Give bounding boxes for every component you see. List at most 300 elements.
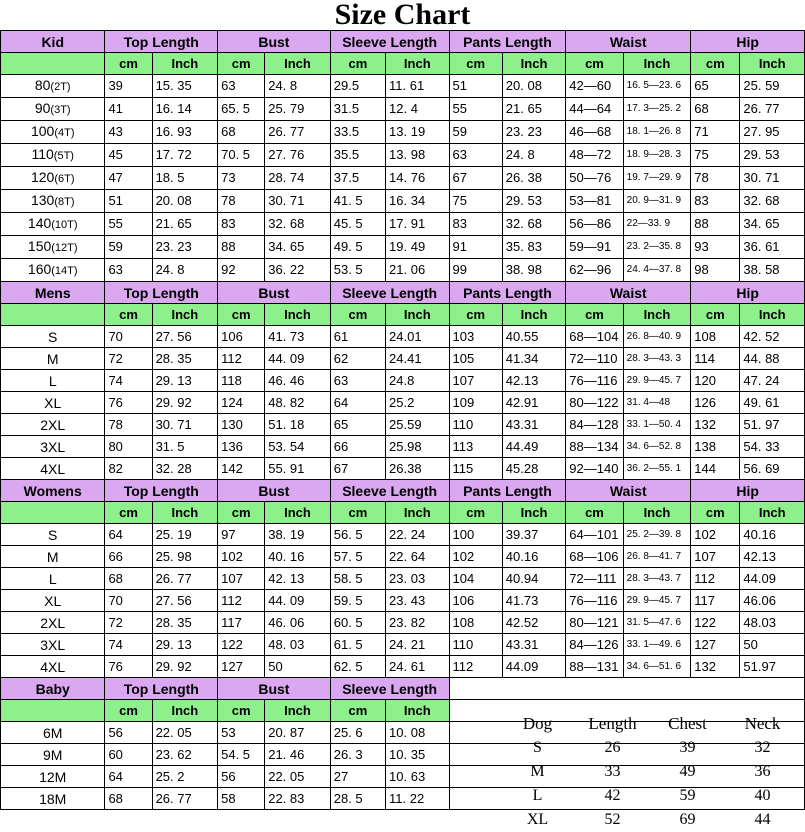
table-cell: 17. 72 [152,144,218,167]
row-size-label: S [1,524,105,546]
row-size-label: L [1,568,105,590]
unit-header: Inch [623,53,691,75]
table-cell: 40.16 [740,524,805,546]
table-cell: 48. 82 [265,392,331,414]
table-cell: 44. 09 [265,348,331,370]
measure-header: Bust [218,31,331,53]
table-row [1,392,805,414]
table-cell: 41.73 [502,590,566,612]
table-cell: 22—33. 9 [623,213,691,236]
unit-header: Inch [265,53,331,75]
table-cell: 117 [218,612,265,634]
table-cell: 29. 53 [502,190,566,213]
table-cell: 40.16 [502,546,566,568]
dog-header-chest: Chest [668,714,707,733]
table-cell: 21. 65 [152,213,218,236]
table-cell: 76 [105,656,152,678]
units-row-label [1,53,105,75]
table-cell: 68 [218,121,265,144]
table-cell: 74 [105,634,152,656]
table-cell: 27 [330,766,385,788]
row-size-label: 80(2T) [1,75,105,98]
table-cell: 76—116 [566,590,623,612]
table-cell: 83 [691,190,740,213]
row-size-label: XL [1,392,105,414]
table-cell: 38. 19 [265,524,331,546]
table-cell: 24.8 [386,370,450,392]
table-cell: 60. 5 [330,612,385,634]
table-cell: 26. 77 [152,568,218,590]
row-size-sublabel: (2T) [50,81,71,93]
table-cell: 16. 34 [386,190,450,213]
table-cell: 63 [449,144,502,167]
measure-header: Waist [566,480,691,502]
table-row [1,326,805,348]
table-cell: 26. 77 [740,98,805,121]
table-cell: 63 [218,75,265,98]
table-cell: 24. 4—37. 8 [623,259,691,282]
table-cell: 142 [218,458,265,480]
dog-table-row [500,784,800,808]
table-cell: 71 [691,121,740,144]
table-cell: 105 [449,348,502,370]
row-size-label: 3XL [1,436,105,458]
table-cell: 25.59 [386,414,450,436]
table-cell: 26. 77 [265,121,331,144]
row-size-sublabel: (14T) [51,265,78,277]
table-cell: 84—126 [566,634,623,656]
table-cell: 64 [105,766,152,788]
table-cell: 29. 92 [152,656,218,678]
table-cell: 42. 13 [265,568,331,590]
table-cell: 65 [691,75,740,98]
table-row [1,634,805,656]
table-cell: 117 [691,590,740,612]
table-cell: 16. 5—23. 6 [623,75,691,98]
table-cell: 28. 35 [152,612,218,634]
table-row [1,348,805,370]
unit-header: Inch [502,53,566,75]
table-cell: 42.13 [740,546,805,568]
size-chart-table [0,30,805,810]
table-row [1,590,805,612]
table-cell: 75 [691,144,740,167]
table-cell: 45. 5 [330,213,385,236]
table-cell: 55 [105,213,152,236]
table-cell: 24. 8 [502,144,566,167]
measure-header: Pants Length [449,31,566,53]
table-cell: 55. 91 [265,458,331,480]
table-cell: 53. 54 [265,436,331,458]
table-cell: 118 [218,370,265,392]
unit-header: cm [449,53,502,75]
table-cell: 49. 61 [740,392,805,414]
table-cell: 12. 4 [386,98,450,121]
measure-header: Top Length [105,480,218,502]
table-cell: 43 [105,121,152,144]
row-size-label: 100(4T) [1,121,105,144]
table-cell: 51 [449,75,502,98]
row-size-label: 3XL [1,634,105,656]
table-cell: 68—104 [566,326,623,348]
table-cell: 132 [691,656,740,678]
table-row [1,75,805,98]
table-cell: 82 [105,458,152,480]
table-cell: 30. 71 [740,167,805,190]
table-cell: 41 [105,98,152,121]
empty-cell [449,678,804,700]
unit-header: cm [449,502,502,524]
table-cell: 56—86 [566,213,623,236]
unit-header: cm [691,304,740,326]
table-cell: 47 [105,167,152,190]
table-cell: 45.28 [502,458,566,480]
table-cell: 47. 24 [740,370,805,392]
dog-row-neck: 32 [754,739,771,756]
row-size-sublabel: (12T) [51,242,78,254]
dog-row-size: L [532,787,543,804]
table-cell: 19. 49 [386,236,450,259]
table-cell: 51. 18 [265,414,331,436]
table-cell: 102 [449,546,502,568]
table-cell: 88—134 [566,436,623,458]
row-size-label: 120(6T) [1,167,105,190]
table-cell: 80—122 [566,392,623,414]
table-cell: 18. 5 [152,167,218,190]
table-cell: 83 [449,213,502,236]
table-cell: 100 [449,524,502,546]
table-cell: 98 [691,259,740,282]
table-cell: 75 [449,190,502,213]
table-cell: 22. 24 [386,524,450,546]
table-row [1,259,805,282]
table-row [1,414,805,436]
measure-header: Bust [218,678,331,700]
table-cell: 63 [105,259,152,282]
unit-header: Inch [152,700,218,722]
dog-row-neck: 36 [754,763,771,780]
measure-header: Bust [218,282,331,304]
row-size-sublabel: (4T) [54,127,75,139]
table-cell: 34. 65 [265,236,331,259]
table-cell: 74 [105,370,152,392]
dog-size-table [500,712,800,832]
page-title: Size Chart [334,0,471,31]
table-cell: 70. 5 [218,144,265,167]
table-cell: 19. 7—29. 9 [623,167,691,190]
table-cell: 108 [449,612,502,634]
table-cell: 122 [218,634,265,656]
unit-header: cm [449,304,502,326]
table-cell: 78 [691,167,740,190]
row-size-sublabel: (10T) [51,219,78,231]
table-cell: 67 [330,458,385,480]
table-cell: 44.49 [502,436,566,458]
table-cell: 104 [449,568,502,590]
table-cell: 42.52 [502,612,566,634]
table-cell: 60 [105,744,152,766]
table-cell: 25. 6 [330,722,385,744]
table-cell: 10. 63 [386,766,450,788]
table-cell: 65. 5 [218,98,265,121]
table-cell: 34. 6—51. 6 [623,656,691,678]
table-cell: 31. 5 [152,436,218,458]
unit-header: Inch [386,304,450,326]
table-cell: 56. 69 [740,458,805,480]
table-cell: 22. 83 [265,788,331,810]
unit-header: Inch [740,53,805,75]
unit-header: Inch [265,304,331,326]
row-size-label: XL [1,590,105,612]
measure-header: Top Length [105,678,218,700]
table-cell: 42.13 [502,370,566,392]
table-cell: 44—64 [566,98,623,121]
dog-row-neck: 40 [754,787,771,804]
table-cell: 15. 35 [152,75,218,98]
table-cell: 127 [691,634,740,656]
table-cell: 113 [449,436,502,458]
section-header-row [1,480,805,502]
table-cell: 40.55 [502,326,566,348]
table-cell: 66 [105,546,152,568]
table-cell: 44.09 [502,656,566,678]
unit-header: Inch [386,53,450,75]
table-cell: 26. 77 [152,788,218,810]
table-cell: 112 [218,590,265,612]
table-cell: 92—140 [566,458,623,480]
measure-header: Hip [691,282,805,304]
table-cell: 27. 56 [152,326,218,348]
table-cell: 63 [330,370,385,392]
table-cell: 37.5 [330,167,385,190]
table-cell: 107 [691,546,740,568]
table-cell: 78 [218,190,265,213]
unit-header: Inch [623,304,691,326]
table-cell: 110 [449,414,502,436]
table-cell: 21. 06 [386,259,450,282]
table-row [1,656,805,678]
row-size-label: 2XL [1,414,105,436]
table-row [1,190,805,213]
measure-header: Pants Length [449,282,566,304]
table-cell: 62 [330,348,385,370]
table-cell: 76—116 [566,370,623,392]
unit-header: cm [691,53,740,75]
unit-header: Inch [386,700,450,722]
dog-row-length: 26 [604,739,621,756]
table-cell: 62—96 [566,259,623,282]
table-cell: 28. 3—43. 7 [623,568,691,590]
table-cell: 31.5 [330,98,385,121]
section-label: Baby [1,678,105,700]
table-cell: 61 [330,326,385,348]
table-cell: 25. 98 [152,546,218,568]
row-size-label: 160(14T) [1,259,105,282]
row-size-sublabel: (3T) [50,104,71,116]
table-cell: 97 [218,524,265,546]
table-cell: 48—72 [566,144,623,167]
table-row [1,612,805,634]
measure-header: Sleeve Length [330,678,449,700]
table-cell: 57. 5 [330,546,385,568]
unit-header: cm [330,700,385,722]
table-cell: 26. 8—41. 7 [623,546,691,568]
table-cell: 59 [105,236,152,259]
row-size-label: 110(5T) [1,144,105,167]
unit-header: Inch [740,502,805,524]
table-cell: 20. 87 [265,722,331,744]
table-cell: 13. 19 [386,121,450,144]
table-cell: 24. 8 [265,75,331,98]
table-cell: 10. 08 [386,722,450,744]
table-cell: 59—91 [566,236,623,259]
table-cell: 31. 5—47. 6 [623,612,691,634]
table-cell: 50 [265,656,331,678]
dog-table-row [500,760,800,784]
table-cell: 56 [218,766,265,788]
table-row [1,98,805,121]
dog-row-chest: 59 [679,787,696,804]
table-cell: 51. 97 [740,414,805,436]
table-cell: 44.09 [740,568,805,590]
table-cell: 25.98 [386,436,450,458]
table-cell: 27. 76 [265,144,331,167]
table-cell: 62. 5 [330,656,385,678]
dog-table-header-row [500,712,800,736]
unit-header: Inch [386,502,450,524]
table-cell: 41. 73 [265,326,331,348]
table-cell: 34. 65 [740,213,805,236]
table-cell: 25. 19 [152,524,218,546]
table-cell: 35. 83 [502,236,566,259]
table-row [1,370,805,392]
row-size-sublabel: (6T) [54,173,75,185]
table-cell: 51 [105,190,152,213]
table-cell: 49. 5 [330,236,385,259]
table-cell: 41.34 [502,348,566,370]
dog-row-size: S [533,739,542,756]
row-size-label: 12M [1,766,105,788]
row-size-label: 9M [1,744,105,766]
table-cell: 138 [691,436,740,458]
table-cell: 33. 1—50. 4 [623,414,691,436]
units-row-label [1,700,105,722]
table-cell: 70 [105,326,152,348]
table-cell: 99 [449,259,502,282]
row-size-label: 18M [1,788,105,810]
table-cell: 58. 5 [330,568,385,590]
table-cell: 68 [691,98,740,121]
dog-table-row [500,808,800,832]
unit-header: Inch [623,502,691,524]
table-cell: 23. 03 [386,568,450,590]
table-cell: 55 [449,98,502,121]
table-cell: 18. 1—26. 8 [623,121,691,144]
table-cell: 42—60 [566,75,623,98]
table-cell: 23. 82 [386,612,450,634]
row-size-label: 140(10T) [1,213,105,236]
table-cell: 32. 68 [502,213,566,236]
table-cell: 35.5 [330,144,385,167]
table-cell: 44. 88 [740,348,805,370]
table-cell: 64 [105,524,152,546]
table-cell: 30. 71 [152,414,218,436]
row-size-label: 150(12T) [1,236,105,259]
unit-header: cm [218,304,265,326]
section-header-row [1,282,805,304]
table-cell: 54. 5 [218,744,265,766]
table-cell: 61. 5 [330,634,385,656]
measure-header: Top Length [105,31,218,53]
table-cell: 26. 8—40. 9 [623,326,691,348]
table-cell: 43.31 [502,414,566,436]
unit-header: cm [105,304,152,326]
table-cell: 16. 14 [152,98,218,121]
table-cell: 29. 92 [152,392,218,414]
unit-header: Inch [152,53,218,75]
table-cell: 72 [105,612,152,634]
table-cell: 28. 3—43. 3 [623,348,691,370]
table-cell: 130 [218,414,265,436]
table-cell: 14. 76 [386,167,450,190]
unit-header: cm [330,502,385,524]
table-cell: 20. 08 [502,75,566,98]
table-cell: 26. 3 [330,744,385,766]
table-cell: 42. 52 [740,326,805,348]
table-cell: 46.06 [740,590,805,612]
dog-table-row [500,736,800,760]
table-cell: 102 [218,546,265,568]
row-size-sublabel: (8T) [54,196,75,208]
table-cell: 78 [105,414,152,436]
unit-header: Inch [502,304,566,326]
table-cell: 24. 61 [386,656,450,678]
table-cell: 10. 35 [386,744,450,766]
table-cell: 50 [740,634,805,656]
table-cell: 59. 5 [330,590,385,612]
table-cell: 67 [449,167,502,190]
table-cell: 132 [691,414,740,436]
table-cell: 22. 05 [265,766,331,788]
table-cell: 93 [691,236,740,259]
row-size-label: 90(3T) [1,98,105,121]
dog-row-size: XL [526,811,549,828]
table-cell: 39 [105,75,152,98]
table-cell: 11. 61 [386,75,450,98]
table-cell: 32. 68 [740,190,805,213]
row-size-label: L [1,370,105,392]
table-cell: 64—101 [566,524,623,546]
table-cell: 27. 56 [152,590,218,612]
measure-header: Hip [691,480,805,502]
table-cell: 22. 64 [386,546,450,568]
table-cell: 106 [218,326,265,348]
table-cell: 33. 1—49. 6 [623,634,691,656]
measure-header: Bust [218,480,331,502]
unit-header: Inch [265,502,331,524]
table-cell: 38. 98 [502,259,566,282]
dog-header-length: Length [588,714,637,733]
table-cell: 23. 62 [152,744,218,766]
table-cell: 40.94 [502,568,566,590]
table-cell: 68—106 [566,546,623,568]
measure-header: Pants Length [449,480,566,502]
row-size-label: 4XL [1,656,105,678]
table-cell: 34. 6—52. 8 [623,436,691,458]
unit-header: cm [218,53,265,75]
table-cell: 136 [218,436,265,458]
dog-row-chest: 39 [679,739,696,756]
